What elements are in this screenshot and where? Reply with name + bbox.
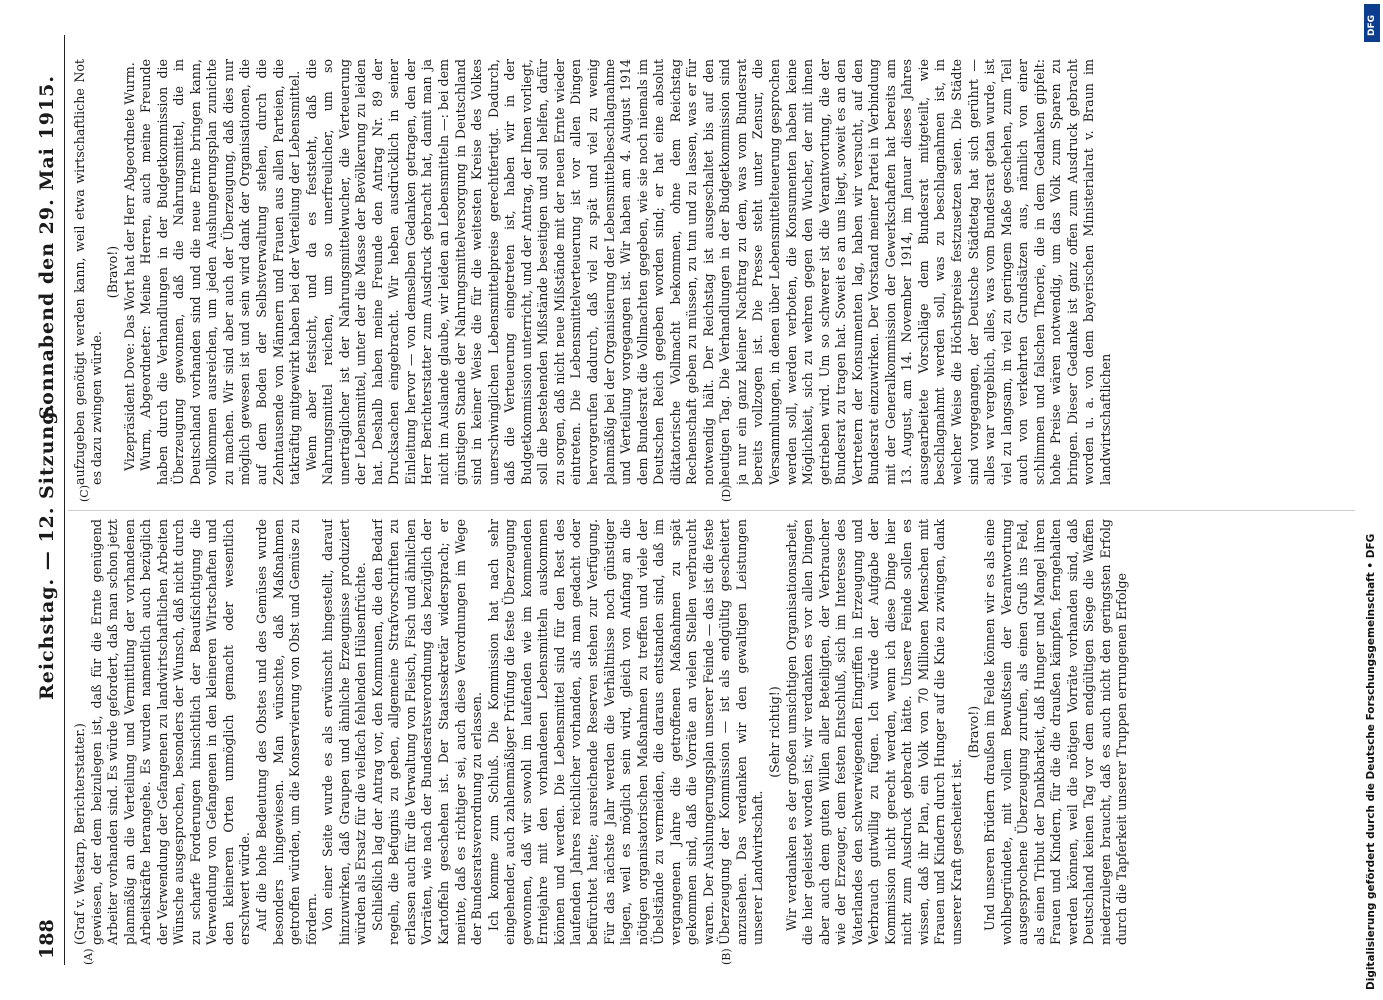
paragraph: Auf die hohe Bedeutung des Obstes und des Gemüses wurde besonders hingewiesen. Man wünschte, daß Maßnahmen getroffen würden, um die Konservierung von Obst und Gemüse zu fördern. [254, 519, 319, 945]
paragraph: (Sehr richtig!) [766, 686, 782, 778]
paragraph: (Bravo!) [965, 705, 981, 759]
paragraph: Von einer Seite wurde es als erwünscht hingestellt, darauf hinzuwirken, daß Graupen und ähnliche Erzeugnisse produziert würden als Ersatz für die vielfach fehlenden Hülsenfrüchte. [320, 519, 369, 945]
dfg-logo [1364, 4, 1380, 42]
attribution-strip [1361, 0, 1383, 1000]
column-divider [68, 510, 1355, 511]
paragraph: Und unseren Brüdern draußen im Felde können wir es als eine wohlbegründete, mit vollem Bewußtsein der Verantwortung ausgesprochene Überzeugung zurufen, als einen Gruß ins Feld, als einen Tribut der Dankbarkeit, daß Hunger und Mangel ihren Frauen und Kindern, für die die draußen kämpfen, ferngehalten werden können, weil die nötigen Vorräte vorhanden sind, daß Deutschland keinen Tag vor dem endgültigen Siege die Waffen niederzulegen braucht, daß es auch nicht den geringsten Erfolg durch die Tapferkeit unserer Truppen errungenen Erfolge [982, 519, 1130, 945]
page-number: 188 [36, 919, 58, 959]
margin-label-a: (A) [82, 948, 95, 965]
newspaper-page [30, 35, 1363, 965]
paragraph: Vizepräsident Dove: Das Wort hat der Herr Abgeordnete Wurm. [121, 62, 137, 471]
left-column [72, 519, 1357, 945]
margin-label-b: (B) [720, 948, 733, 965]
paragraph: Ich komme zum Schluß. Die Kommission hat nach sehr eingehender, auch zahlenmäßiger Prüfung die feste Überzeugung gewonnen, daß wir sowohl im laufenden wie im kommenden Erntejahre mit den vorhandenen Lebensmitteln auskommen können und werden. Die Lebensmittel sind für den Rest des laufenden Jahres reichlicher vorhanden, als man gedacht oder befürchtet hatte; ausreichende Reserven stehen zur Verfügung. Für das nächste Jahr werden die Verhältnisse noch günstiger liegen, weil es möglich sein wird, gleich von Anfang an die nötigen organisatorischen Maßnahmen zu treffen und viele der Übelstände zu vermeiden, die daraus entstanden sind, daß im vergangenen Jahre die getroffenen Maßnahmen zu spät gekommen sind, daß die Vorräte an vielen Stellen verbraucht waren. Der Aushungerungsplan unserer Feinde — das ist die feste Überzeugung der Kommission — ist als endgültig gescheitert anzusehen. Das verdanken wir den gewaltigen Leistungen unserer Landwirtschaft. [485, 519, 766, 945]
paragraph: aufzugeben genötigt werden kann, weil etwa wirtschaftliche Not es dazu zwingen würde. [72, 59, 104, 485]
paragraph: Schließlich lag der Antrag vor, den Kommunen, die den Bedarf regeln, die Befugnis zu geben, allgemeine Strafvorschriften zu erlassen auch für die Verwaltung von Fleisch, Fisch und ähnlichen Vorräten, wie nach der Bundesratsverordnung das bezüglich der Kartoffeln geschehen ist. Der Staatssekretär widersprach; er meinte, daß es richtiger sei, auch diese Verordnungen im Wege der Bundesratsverordnung zu erlassen. [369, 519, 485, 945]
paragraph: gewiesen, der dem beizulegen ist, daß für die Ernte genügend Arbeiter vorhanden sind. Es würde gefordert, daß man schon jetzt planmäßig an die Verteilung und Vermittlung der vorhandenen Arbeitskräfte herangehe. Es wurden namentlich auch bezüglich der Verwendung der Gefangenen zu landwirtschaftlichen Arbeiten Wünsche ausgesprochen, besonders der Wunsch, daß nicht durch zu scharfe Forderungen hinsichtlich der Beaufsichtigung die Verwendung von Gefangenen in den kleineren Wirtschaften und den kleineren Orten unmöglich gemacht oder wesentlich erschwert würde. [88, 519, 253, 945]
attribution-text: Digitalisierung gefördert durch die Deutsche Forschungsgemeinschaft • DFG [1365, 533, 1377, 990]
dfg-logo-text: DFG [1367, 14, 1377, 36]
right-column [72, 59, 1357, 485]
paragraph: Wir verdanken es der großen umsichtigen Organisationsarbeit, die hier geleistet worden ist; wir verdanken es vor allen Dingen aber auch dem guten Willen aller Beteiligten, der Verbraucher wie der Erzeuger, dem festen Entschluß, sich im Interesse des Vaterlandes den schwerwiegenden Eingriffen in Erzeugung und Verbrauch gutwillig zu fügen. Ich würde der Aufgabe der Kommission nicht gerecht werden, wenn ich diese Dinge hier nicht zum Ausdruck gebracht hätte. Unsere Feinde sollen es wissen, daß ihr Plan, ein Volk von 70 Millionen Menschen mit Frauen und Kindern durch Hunger auf die Knie zu zwingen, dank unserer Kraft gescheitert ist. [783, 519, 964, 945]
page-header-title: Reichstag. — 12. Sitzung. [36, 402, 58, 700]
paragraph: Wurm, Abgeordneter: Meine Herren, auch meine Freunde haben durch die Verhandlungen in der Budgetkommission die Überzeugung gewonnen, daß die Nahrungsmittel, die in Deutschland vorhanden sind und die neue Ernte bringen kann, vollkommen ausreichen, um jeden Aushungerungsplan zunichte zu machen. Wir sind aber auch der Überzeugung, daß dies nur möglich gewesen ist und sein wird dank der Organisationen, die auf dem Boden der Selbstverwaltung stehen, durch die Zehntausende von Männern und Frauen aus allen Parteien, die tatkräftig mitgewirkt haben bei der Verteilung der Lebensmittel. [138, 59, 303, 485]
paragraph: (Bravo!) [105, 245, 121, 299]
page-header [30, 35, 65, 965]
paragraph: Wenn aber festsicht, und da es feststeht, daß die Nahrungsmittel reichen, um so unerfreulicher, um so unerträglicher ist der Nahrungsmittelwucher, die Verteuerung der Lebensmittel, unter der die Masse der Bevölkerung zu leiden hat. Deshalb haben meine Freunde den Antrag Nr. 89 der Drucksachen eingebracht. Wir heben ausdrücklich in seiner Einleitung hervor — von demselben Gedanken getragen, den der Herr Berichterstatter zum Ausdruck gebracht hat, damit man ja nicht im Auslande glaube, wir leiden an Lebensmitteln —: bei dem günstigen Stande der Nahrungsmittelversorgung in Deutschland sind in keiner Weise die für die weitesten Kreise des Volkes unerschwinglichen Lebensmittelpreise gerechtfertigt. Dadurch, daß die Verteuerung eingetreten ist, haben wir in der Budgetkommission unterricht, und der Antrag, der Ihnen vorliegt, soll die bestehenden Mißstände beseitigen und soll helfen, dafür zu sorgen, daß nicht neue Mißstände mit der neuen Ernte wieder eintreten. Die Lebensmittelverteuerung ist vor allen Dingen hervorgerufen dadurch, daß viel zu spät und viel zu wenig planmäßig bei der Organisierung der Lebensmittelbeschlagnahme und Verteilung vorgegangen ist. Wir haben am 4. August 1914 dem Bundesrat die Vollmachten gegeben, wie sie noch niemals im Deutschen Reich gegeben worden sind; er hat eine absolut diktatorische Vollmacht bekommen, ohne dem Reichstag Rechenschaft geben zu müssen, zu tun und zu lassen, was er für notwendig hält. Der Reichstag ist ausgeschaltet bis auf den heutigen Tag. Die Verhandlungen in der Budgetkommission sind ja nur ein ganz kleiner Nachtrag zu dem, was vom Bundesrat bereits vollzogen ist. Die Presse steht unter Zensur, die Versammlungen, in denen über Lebensmittelteuerung gesprochen werden soll, werden verboten, die Konsumenten haben keine Möglichkeit, sich zu wehren gegen den Wucher, der mit ihnen getrieben wird. Um so schwerer ist die Verantwortung, die der Bundesrat zu tragen hat. Soweit es an uns liegt, soweit es an den Vertretern der Konsumenten lag, haben wir versucht, auf den Bundesrat einzuwirken. Der Vorstand meiner Partei in Verbindung mit der Generalkommission der Gewerkschaften hat bereits am 13. August, am 14. November 1914, im Januar dieses Jahres ausgearbeitete Vorschläge dem Bundesrat mitgeteilt, wie beschlagnahmt werden soll, was zu beschlagnahmen ist, in welcher Weise die Höchstpreise festzusetzen seien. Die Städte sind vorgegangen, der Deutsche Städtetag hat sich gerührt — alles war vergeblich, alles, was vom Bundesrat getan wurde, ist viel zu langsam, in viel zu geringem Maße geschehen, zum Teil auch von verkehrten Grundsätzen aus, nämlich von einer schlimmen und falschen Theorie, die in dem Gedanken gipfelt: hohe Preise wären notwendig, um das Volk zum Sparen zu bringen. Dieser Gedanke ist ganz offen zum Ausdruck gebracht worden u. a. von dem bayerischen Ministerialrat v. Braun im landwirtschaftlichen [303, 59, 1113, 485]
paragraph: (Graf v. Westarp, Berichterstatter.) [72, 723, 87, 945]
margin-label-d: (D) [720, 484, 733, 502]
page-header-date: Sonnabend den 29. Mai 1915. [36, 75, 58, 420]
margin-label-c: (C) [78, 485, 91, 502]
